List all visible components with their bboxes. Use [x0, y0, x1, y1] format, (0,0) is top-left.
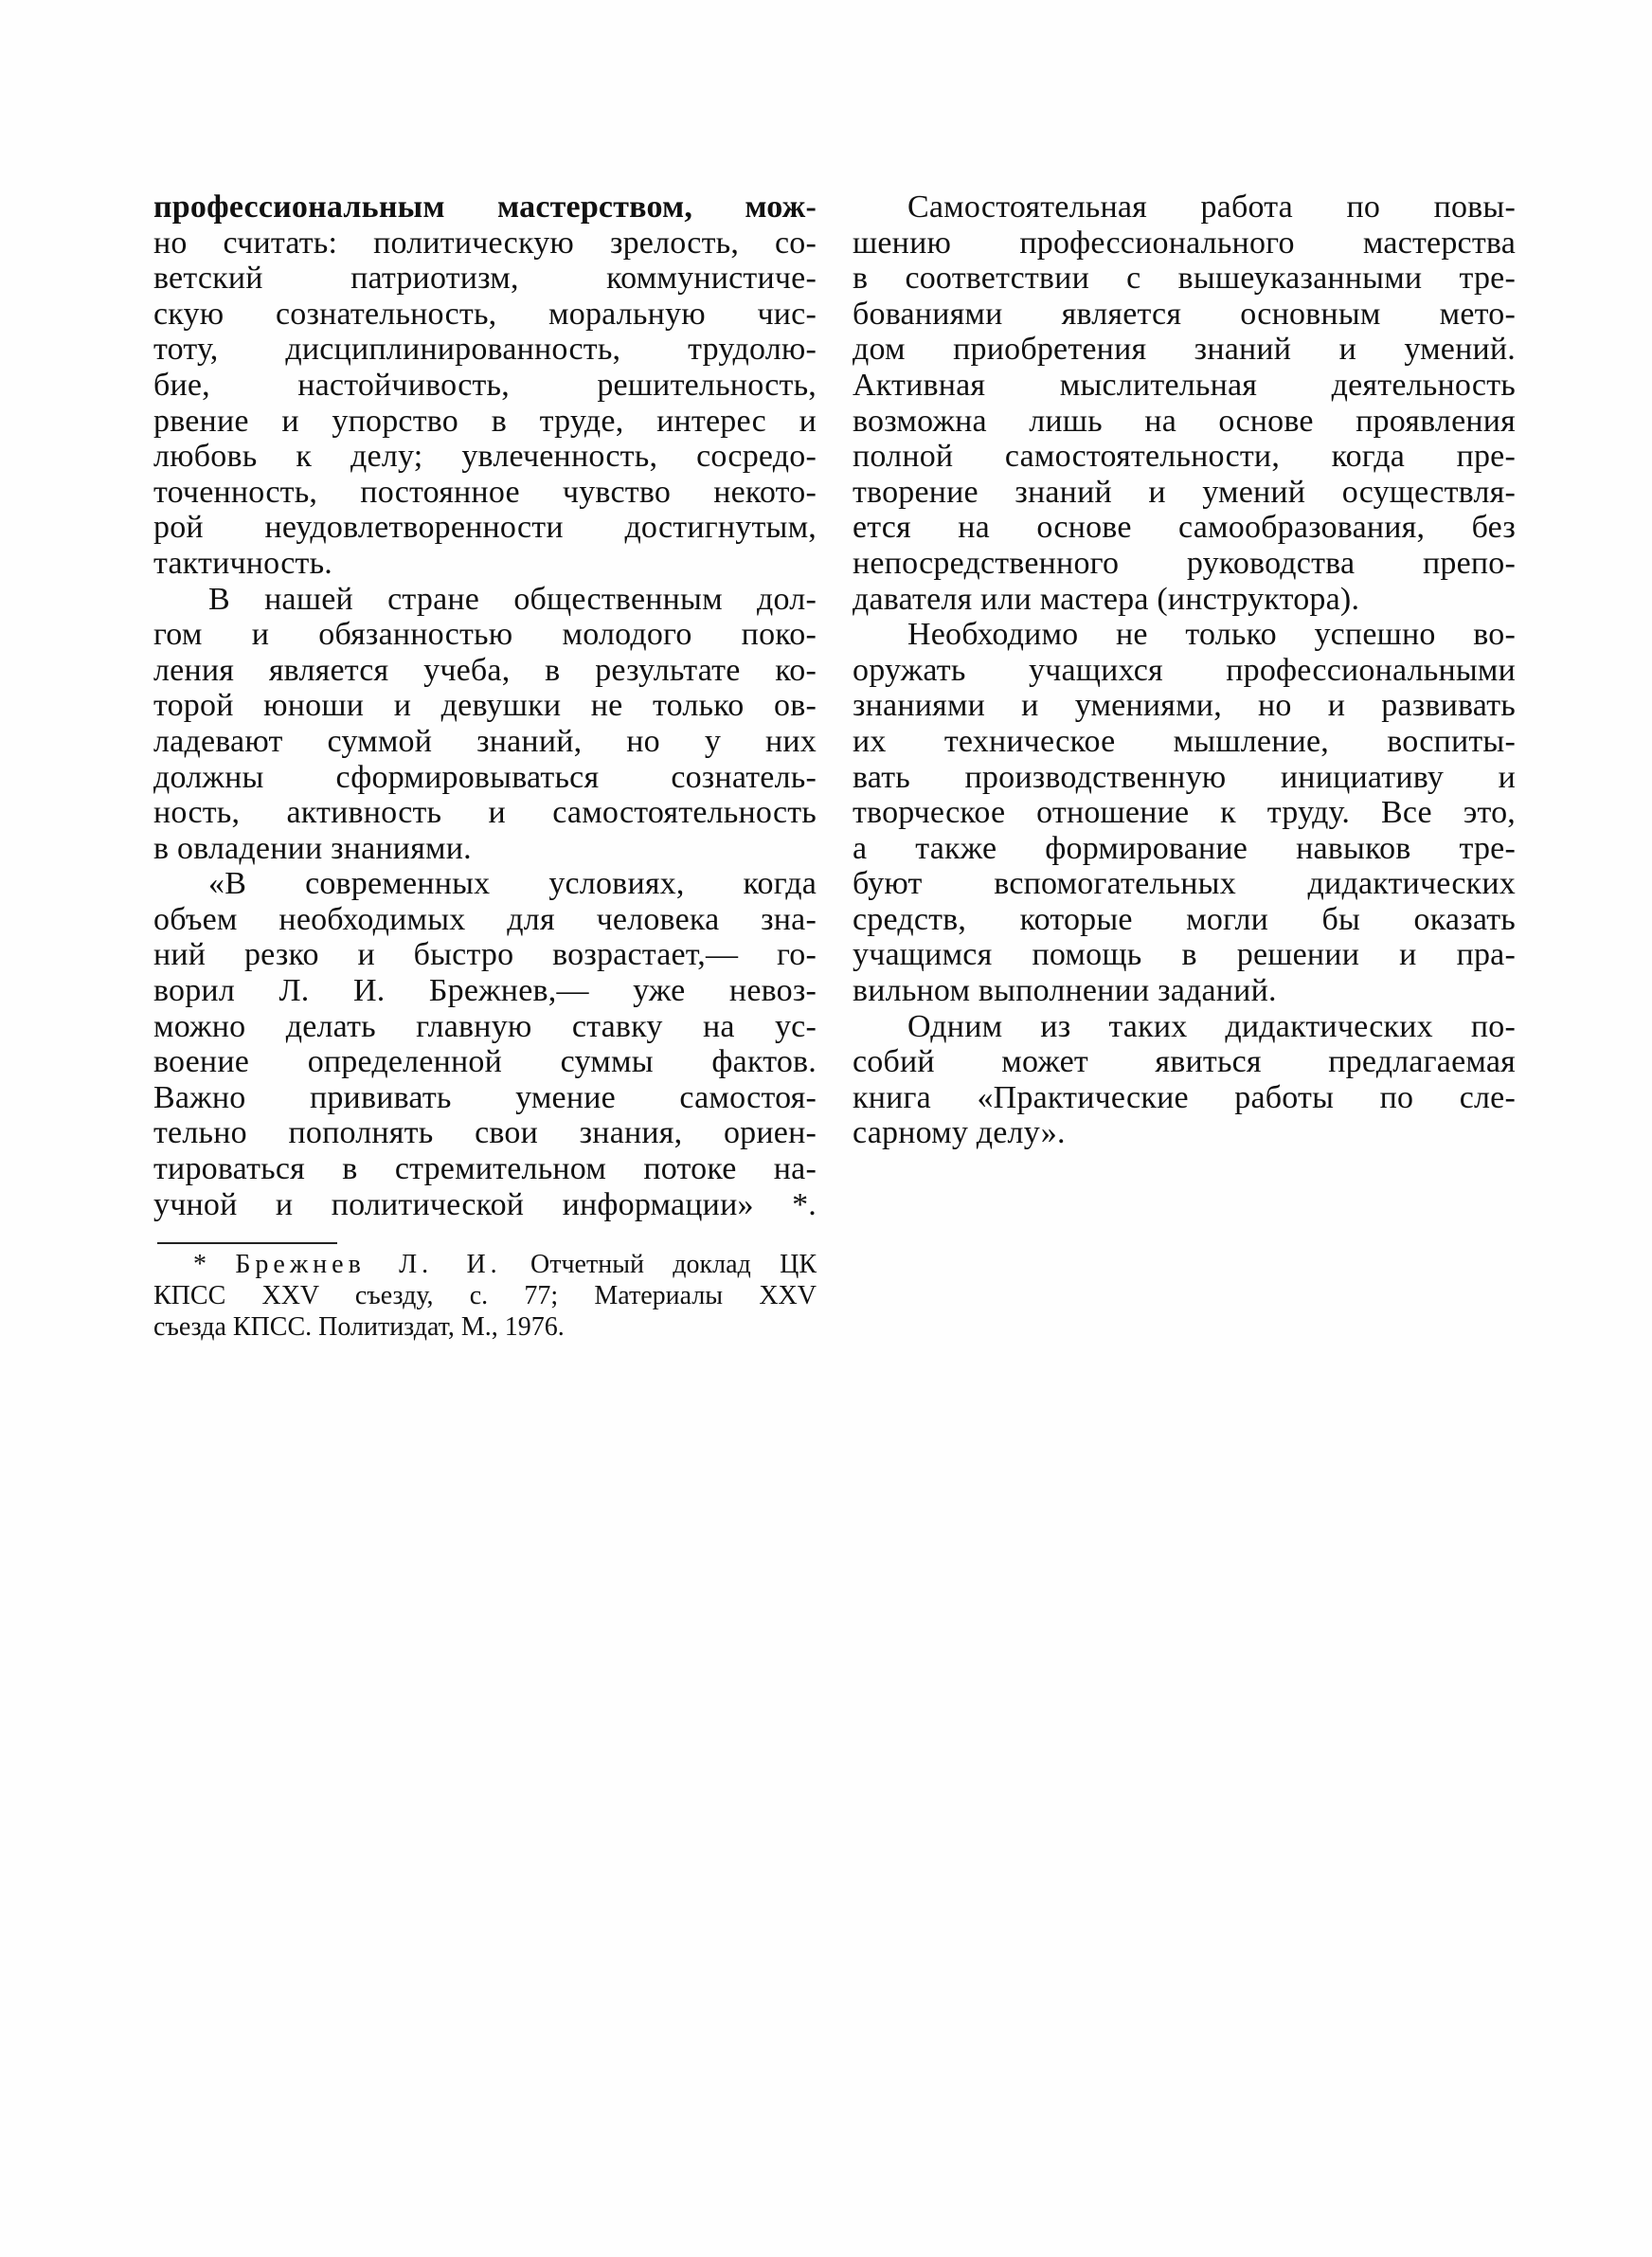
text-line: ется на основе самообразования, без [853, 510, 1516, 546]
text-line: тироваться в стремительном потоке на- [153, 1151, 817, 1187]
text-line: точенность, постоянное чувство некото- [153, 474, 817, 510]
text-line: торой юноши и девушки не только ов- [153, 688, 817, 724]
footnote-divider [157, 1242, 337, 1244]
text-line: Активная мыслительная деятельность [853, 367, 1516, 403]
footnote-author: Брежнев Л. И. [235, 1250, 502, 1279]
text-line: можно делать главную ставку на ус- [153, 1008, 817, 1044]
text-line: сарному делу». [853, 1115, 1066, 1151]
text-line: вать производственную инициативу и [853, 759, 1516, 795]
right-column [853, 190, 1516, 1151]
text-line: любовь к делу; увлеченность, сосредо- [153, 439, 817, 475]
text-line: объем необходимых для человека зна- [153, 901, 817, 937]
text-line: рой неудовлетворенности достигнутым, [153, 510, 817, 546]
footnote-marker: * [193, 1250, 206, 1279]
text-line: их техническое мышление, воспиты- [853, 723, 1516, 759]
text-line: собий может явиться предлагаемая [853, 1044, 1516, 1080]
text-line: ний резко и быстро возрастает,— го- [153, 937, 817, 973]
footnote-line [153, 1249, 817, 1280]
text-line: тельно пополнять свои знания, ориен- [153, 1115, 817, 1151]
text-line: книга «Практические работы по сле- [853, 1079, 1516, 1115]
text-line: должны сформировываться сознатель- [153, 759, 817, 795]
footnote-line: КПСС XXV съезду, с. 77; Материалы XXV [153, 1281, 817, 1310]
text-line: в соответствии с вышеуказанными тре- [853, 261, 1516, 297]
text-line: творение знаний и умений осуществля- [853, 474, 1516, 510]
text-line: а также формирование навыков тре- [853, 830, 1516, 866]
text-line: оружать учащихся профессиональными [853, 652, 1516, 688]
text-line: вильном выполнении заданий. [853, 973, 1277, 1009]
text-line: ления является учеба, в результате ко- [153, 652, 817, 688]
text-line: полной самостоятельности, когда пре- [853, 439, 1516, 475]
text-line: тактичность. [153, 545, 332, 581]
left-column [153, 190, 817, 1222]
text-line: рвение и упорство в труде, интерес и [153, 403, 817, 439]
text-line: но считать: политическую зрелость, со- [153, 225, 817, 261]
text-line: профессиональным мастерством, мож- [153, 190, 817, 225]
text-line: гом и обязанностью молодого поко- [153, 617, 817, 653]
text-line: Самостоятельная работа по повы- [907, 190, 1516, 225]
text-line: тоту, дисциплинированность, трудолю- [153, 332, 817, 368]
text-line: давателя или мастера (инструктора). [853, 581, 1360, 617]
text-line: шению профессионального мастерства [853, 225, 1516, 261]
text-line: ладевают суммой знаний, но у них [153, 723, 817, 759]
footnote-line: съезда КПСС. Политиздат, М., 1976. [153, 1312, 565, 1342]
text-line: В нашей стране общественным дол- [208, 581, 817, 617]
text-line: буют вспомогательных дидактических [853, 866, 1516, 902]
text-line: ность, активность и самостоятельность [153, 795, 817, 831]
text-line: скую сознательность, моральную чис- [153, 296, 817, 332]
text-line: бие, настойчивость, решительность, [153, 367, 817, 403]
text-line: «В современных условиях, когда [208, 866, 817, 902]
text-line: учащимся помощь в решении и пра- [853, 937, 1516, 973]
text-line: непосредственного руководства препо- [853, 545, 1516, 581]
text-line: ворил Л. И. Брежнев,— уже невоз- [153, 973, 817, 1009]
text-line: дом приобретения знаний и умений. [853, 332, 1516, 368]
text-line: знаниями и умениями, но и развивать [853, 688, 1516, 724]
footnote [153, 1249, 817, 1343]
text-line: творческое отношение к труду. Все это, [853, 795, 1516, 831]
footnote-text: Отчетный доклад ЦК [530, 1250, 817, 1279]
text-line: учной и политической информации» *. [153, 1186, 817, 1222]
text-line: средств, которые могли бы оказать [853, 901, 1516, 937]
text-line: Важно прививать умение самостоя- [153, 1079, 817, 1115]
text-line: ветский патриотизм, коммунистиче- [153, 261, 817, 297]
text-line: бованиями является основным мето- [853, 296, 1516, 332]
text-line: воение определенной суммы фактов. [153, 1044, 817, 1080]
text-line: возможна лишь на основе проявления [853, 403, 1516, 439]
text-line: Одним из таких дидактических по- [907, 1008, 1516, 1044]
text-line: Необходимо не только успешно во- [907, 617, 1516, 653]
text-line: в овладении знаниями. [153, 830, 472, 866]
